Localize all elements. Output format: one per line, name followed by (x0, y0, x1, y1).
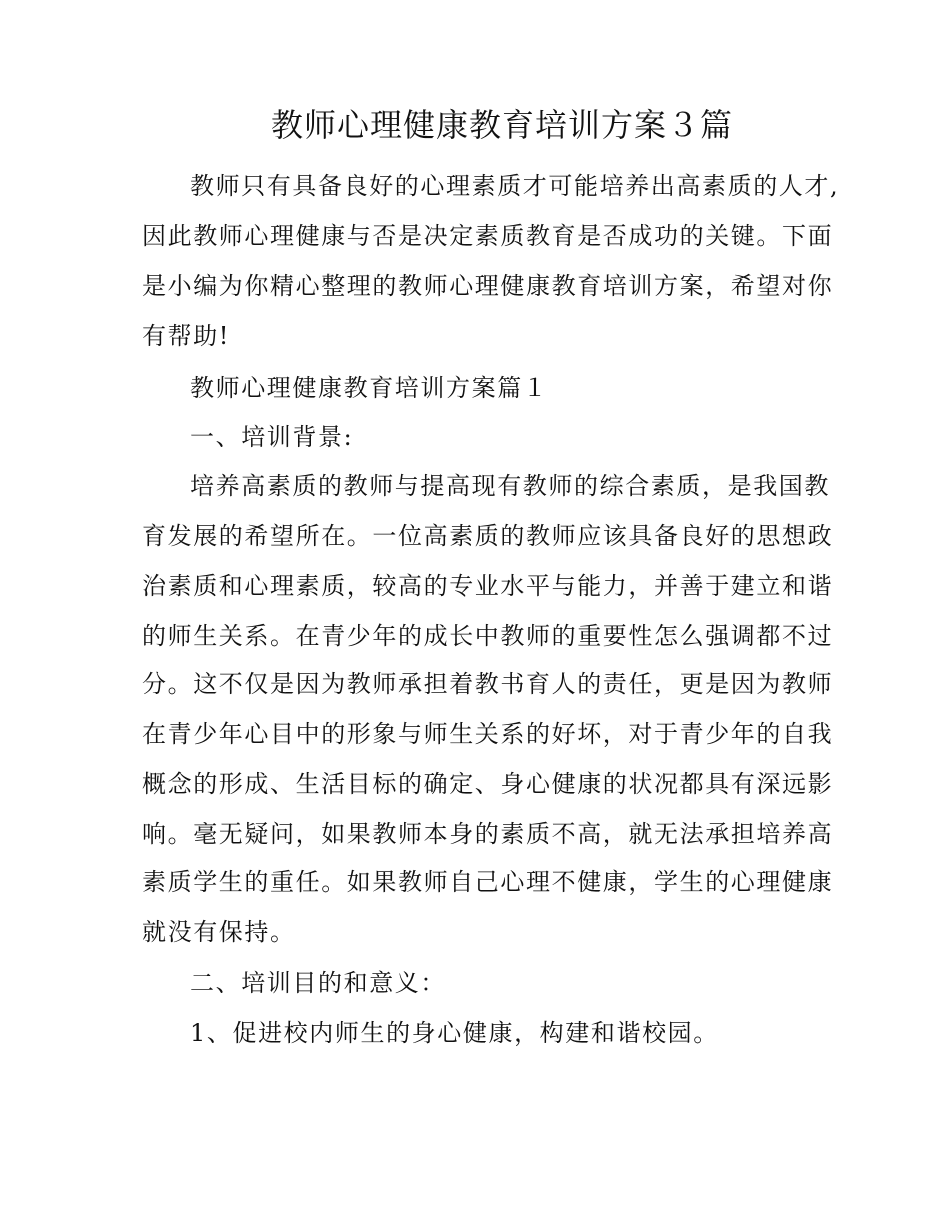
paragraph-line-background-4: 的师生关系。在青少年的成长中教师的重要性怎么强调都不过 (142, 622, 834, 650)
paragraph-line-background-3: 治素质和心理素质，较高的专业水平与能力，并善于建立和谐 (142, 572, 834, 600)
paragraph-line-background-2: 育发展的希望所在。一位高素质的教师应该具备良好的思想政 (142, 522, 834, 550)
list-item-purpose-1: 1、促进校内师生的身心健康，构建和谐校园。 (190, 1019, 719, 1047)
paragraph-line-background-9: 素质学生的重任。如果教师自己心理不健康，学生的心理健康 (142, 868, 834, 896)
paragraph-line-background-1: 培养高素质的教师与提高现有教师的综合素质，是我国教 (190, 472, 830, 500)
subheading-training-background: 一、培训背景: (190, 423, 354, 451)
section-heading: 教师心理健康教育培训方案篇１ (190, 374, 549, 402)
paragraph-line-intro-3: 是小编为你精心整理的教师心理健康教育培训方案，希望对你 (142, 272, 834, 300)
paragraph-line-background-6: 在青少年心目中的形象与师生关系的好坏，对于青少年的自我 (142, 720, 834, 748)
paragraph-line-background-8: 响。毫无疑问，如果教师本身的素质不高，就无法承担培养高 (142, 820, 834, 848)
paragraph-line-intro-1: 教师只有具备良好的心理素质才可能培养出高素质的人才, (190, 172, 840, 200)
paragraph-line-background-7: 概念的形成、生活目标的确定、身心健康的状况都具有深远影 (142, 770, 834, 798)
paragraph-line-intro-4: 有帮助! (142, 322, 231, 350)
paragraph-line-background-10: 就没有保持。 (142, 918, 296, 946)
paragraph-line-intro-2: 因此教师心理健康与否是决定素质教育是否成功的关键。下面 (142, 222, 834, 250)
subheading-training-purpose: 二、培训目的和意义： (190, 969, 446, 997)
paragraph-line-background-5: 分。这不仅是因为教师承担着教书育人的责任，更是因为教师 (142, 670, 834, 698)
document-title: 教师心理健康教育培训方案３篇 (270, 106, 733, 144)
